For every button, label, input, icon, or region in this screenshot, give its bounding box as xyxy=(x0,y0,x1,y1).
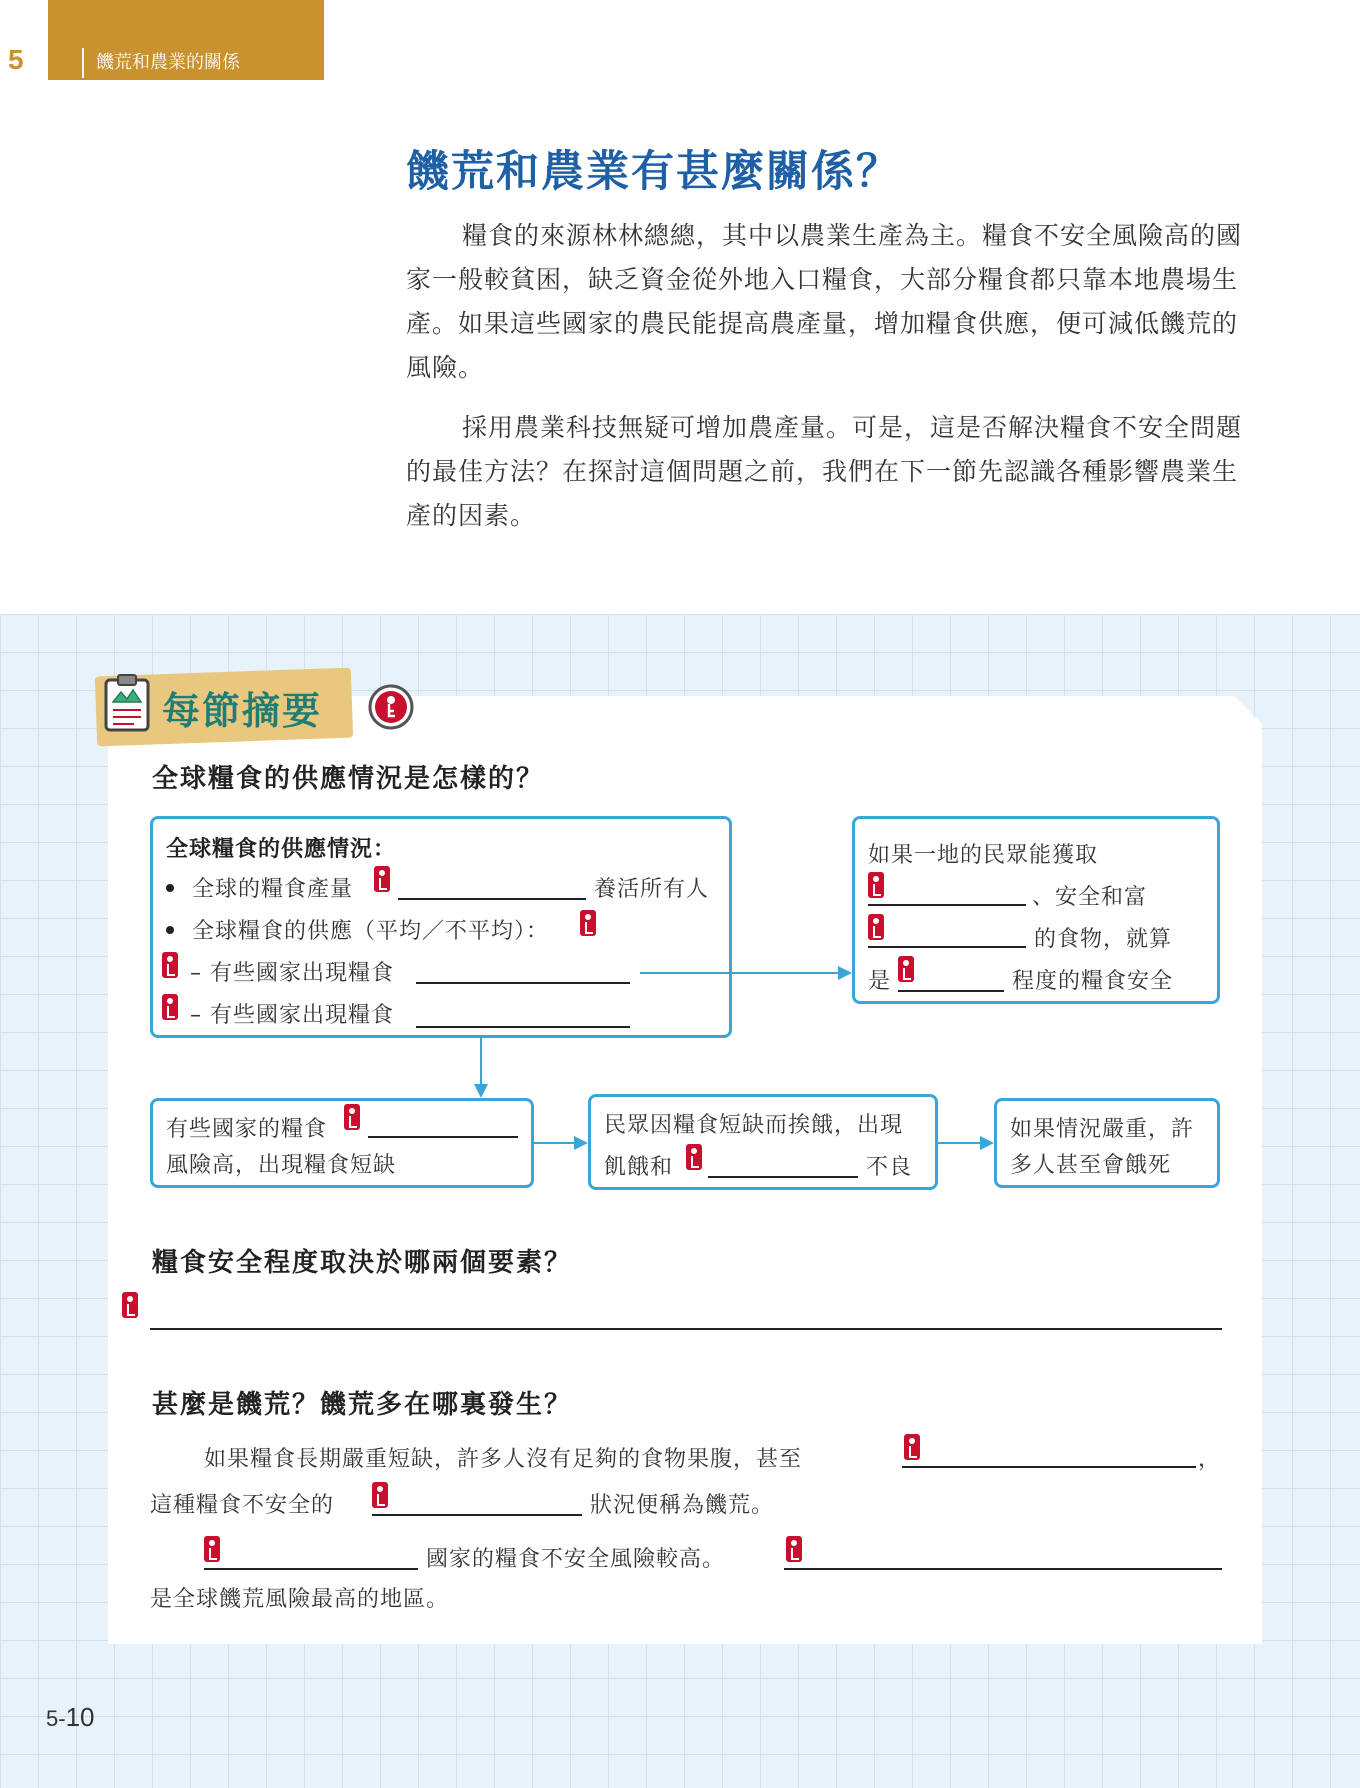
page-prefix: 5- xyxy=(46,1706,66,1731)
red-key-tag-icon xyxy=(868,872,884,898)
risk-line-2: 風險高，出現糧食短缺 xyxy=(166,1153,397,1178)
security-line-4a: 是 xyxy=(868,969,892,994)
production-suffix: 養活所有人 xyxy=(594,877,710,902)
red-key-tag-icon xyxy=(686,1144,702,1170)
answer-blank[interactable] xyxy=(898,990,1004,992)
hunger-line-2b: 不良 xyxy=(866,1155,913,1180)
red-key-tag-icon xyxy=(122,1292,138,1318)
red-key-tag-icon xyxy=(904,1434,920,1460)
clipboard-icon xyxy=(102,672,152,732)
question-1-heading: 全球糧食的供應情況是怎樣的？ xyxy=(152,764,545,794)
key-badge-icon xyxy=(368,684,414,730)
red-key-tag-icon xyxy=(580,910,596,936)
famine-text-3: 國家的糧食不安全風險較高。 xyxy=(426,1547,726,1572)
answer-blank[interactable] xyxy=(708,1176,858,1178)
production-label: 全球的糧食產量 xyxy=(192,877,354,902)
hunger-line-2a: 飢餓和 xyxy=(604,1155,674,1180)
answer-blank[interactable] xyxy=(868,946,1026,948)
flow-arrow-line xyxy=(938,1142,980,1144)
page-num: 10 xyxy=(65,1702,95,1732)
security-line-1: 如果一地的民眾能獲取 xyxy=(868,843,1099,868)
security-line-2: 、安全和富 xyxy=(1032,885,1148,910)
flow-arrow-head xyxy=(980,1136,994,1150)
answer-blank[interactable] xyxy=(902,1466,1196,1468)
flow-arrow-head xyxy=(574,1136,588,1150)
page-title: 饑荒和農業有甚麼關係？ xyxy=(406,147,901,197)
answer-blank[interactable] xyxy=(416,982,630,984)
red-key-tag-icon xyxy=(204,1536,220,1562)
red-key-tag-icon xyxy=(162,994,178,1020)
flow-arrow-head xyxy=(474,1084,488,1098)
answer-blank[interactable] xyxy=(372,1514,582,1516)
red-key-tag-icon xyxy=(868,914,884,940)
red-key-tag-icon xyxy=(374,866,390,892)
answer-blank[interactable] xyxy=(416,1026,630,1028)
red-key-tag-icon xyxy=(162,952,178,978)
surplus-label: – 有些國家出現糧食 xyxy=(190,961,394,986)
security-line-3: 的食物，就算 xyxy=(1034,927,1173,952)
red-key-tag-icon xyxy=(898,956,914,982)
chapter-title: 饑荒和農業的關係 xyxy=(96,52,240,73)
supply-box-heading: 全球糧食的供應情況： xyxy=(166,837,397,862)
bullet xyxy=(166,884,174,892)
question-2-heading: 糧食安全程度取決於哪兩個要素？ xyxy=(152,1248,573,1278)
answer-blank[interactable] xyxy=(368,1136,518,1138)
bullet xyxy=(166,926,174,934)
summary-title: 每節摘要 xyxy=(162,689,323,733)
paragraph-1: 糧食的來源林林總總，其中以農業生產為主。糧食不安全風險高的國家一般較貧困，缺乏資金從外地入口糧食，大部分糧食都只靠本地農場生產。如果這些國家的農民能提高農產量，增加糧食供應，便可減低饑荒的風險。 xyxy=(406,221,1243,382)
answer-blank[interactable] xyxy=(204,1568,418,1570)
famine-text-1: 如果糧食長期嚴重短缺，許多人沒有足夠的食物果腹，甚至 xyxy=(204,1447,803,1472)
famine-text-2b: 狀況便稱為饑荒。 xyxy=(590,1493,775,1518)
tab-divider xyxy=(82,48,84,78)
red-key-tag-icon xyxy=(372,1482,388,1508)
famine-text-2a: 這種糧食不安全的 xyxy=(150,1493,335,1518)
red-key-tag-icon xyxy=(344,1104,360,1130)
hunger-line-1: 民眾因糧食短缺而挨餓，出現 xyxy=(604,1113,904,1138)
answer-blank[interactable] xyxy=(784,1568,1222,1570)
distribution-label: 全球糧食的供應（平均／不平均）： xyxy=(192,919,550,944)
red-key-tag-icon xyxy=(786,1536,802,1562)
risk-line-1: 有些國家的糧食 xyxy=(166,1117,328,1142)
question-3-heading: 甚麼是饑荒？饑荒多在哪裏發生？ xyxy=(152,1390,573,1420)
famine-text-1-end: ， xyxy=(1198,1447,1222,1472)
shortage-label: – 有些國家出現糧食 xyxy=(190,1003,394,1028)
answer-blank[interactable] xyxy=(150,1328,1222,1330)
starvation-line-1: 如果情況嚴重，許 xyxy=(1010,1117,1195,1142)
security-line-4b: 程度的糧食安全 xyxy=(1012,969,1174,994)
starvation-line-2: 多人甚至會餓死 xyxy=(1010,1153,1172,1178)
page-number xyxy=(46,1702,94,1733)
flow-arrow-line xyxy=(480,1036,482,1084)
paragraph-2: 採用農業科技無疑可增加農產量。可是，這是否解決糧食不安全問題的最佳方法？在探討這個問題之前，我們在下一節先認識各種影響農業生產的因素。 xyxy=(406,413,1243,530)
flow-arrow-head xyxy=(838,966,852,980)
answer-blank[interactable] xyxy=(398,898,586,900)
flow-arrow-line xyxy=(534,1142,574,1144)
chapter-number: 5 xyxy=(8,44,24,75)
chapter-number-wrap xyxy=(0,0,80,80)
chapter-tab xyxy=(48,0,324,80)
famine-text-4: 是全球饑荒風險最高的地區。 xyxy=(150,1587,450,1612)
flow-arrow-line xyxy=(640,972,838,974)
answer-blank[interactable] xyxy=(868,904,1026,906)
